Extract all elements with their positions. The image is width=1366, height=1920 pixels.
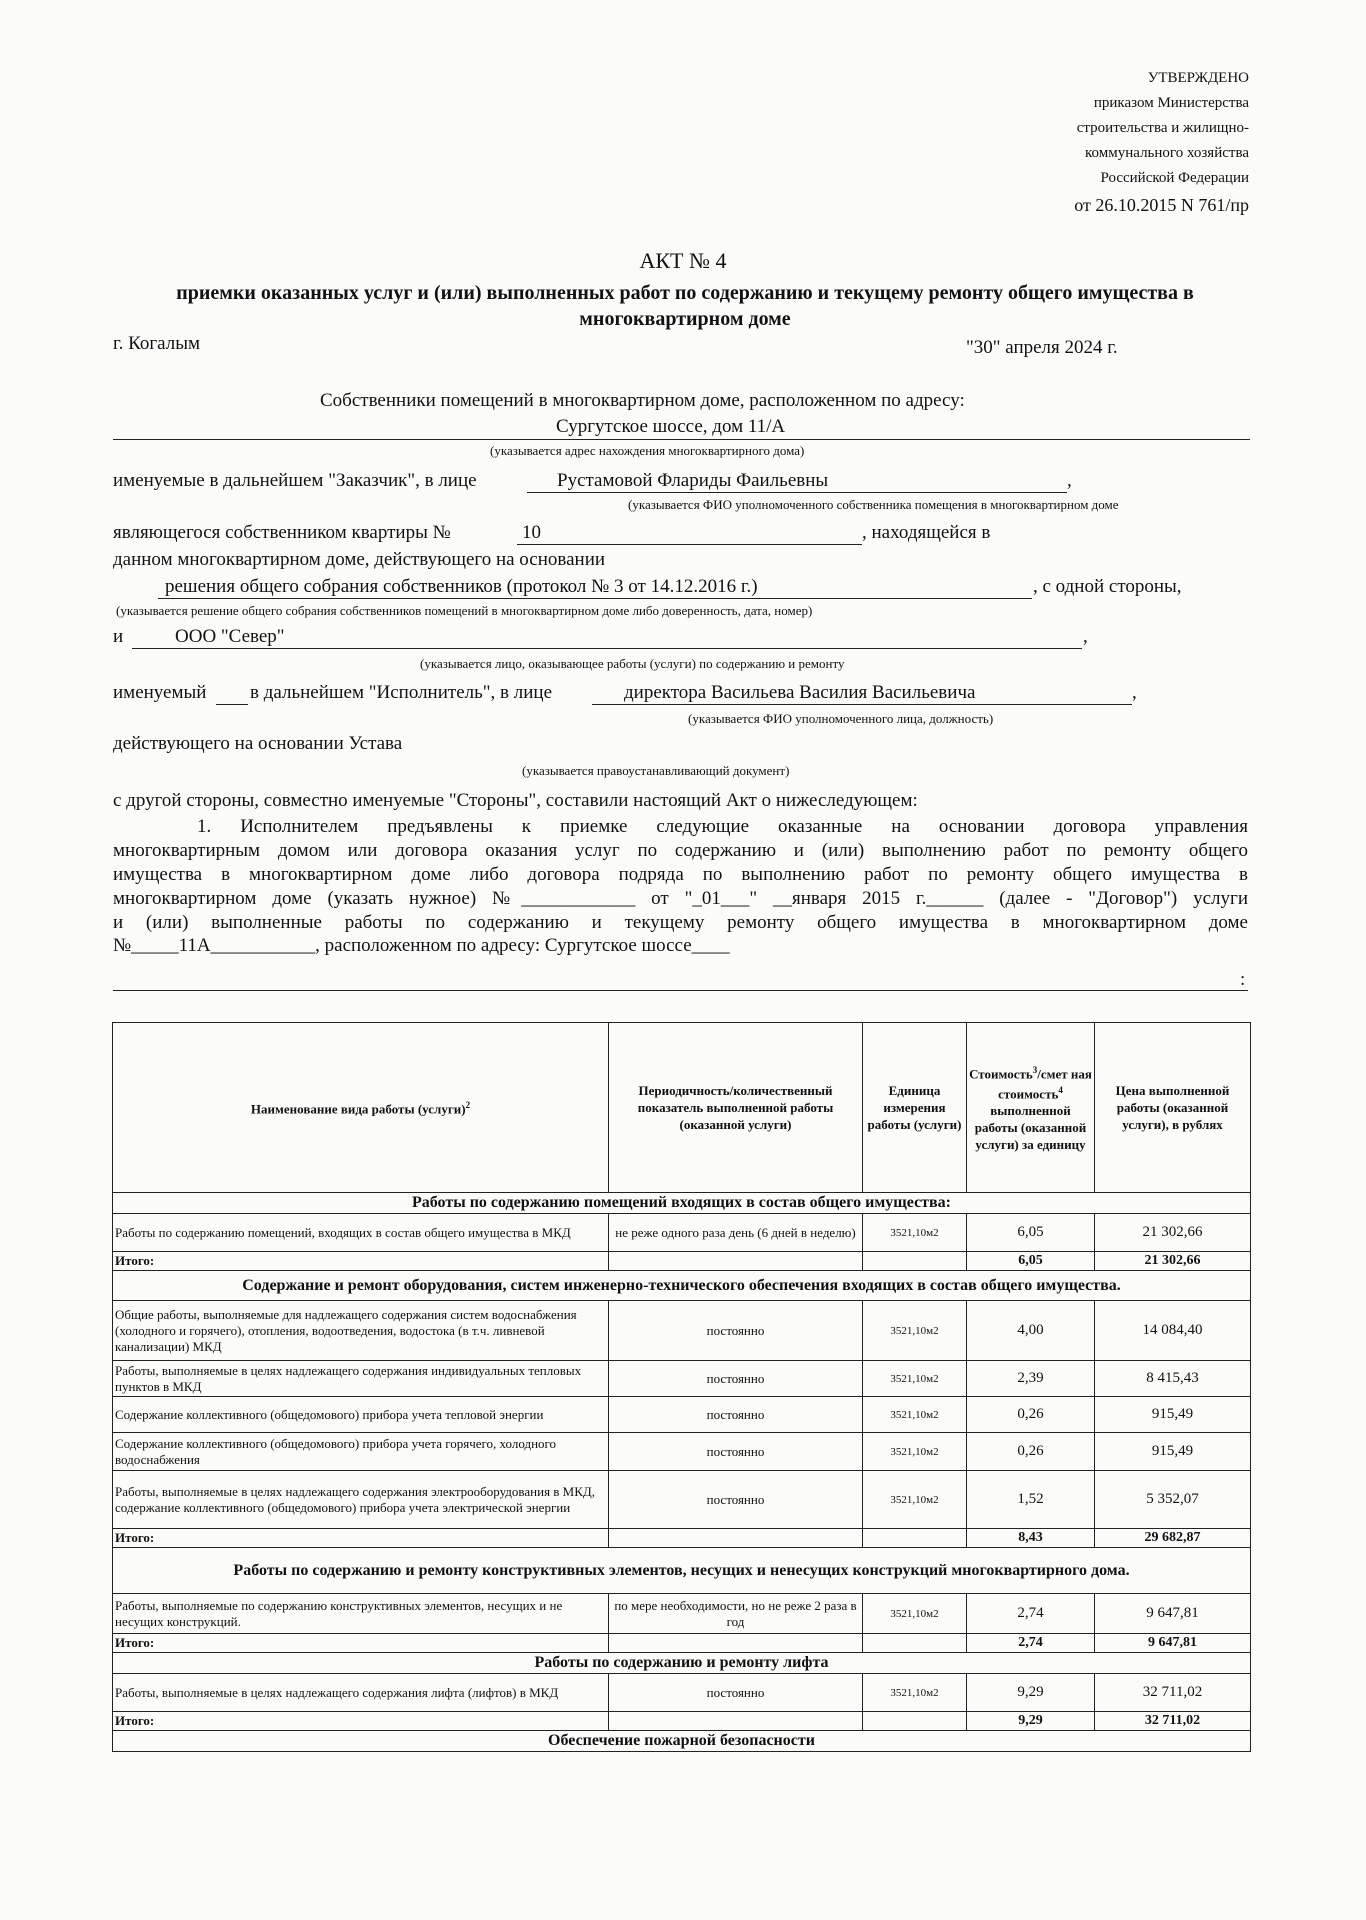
- contractor-name: ООО "Север": [175, 626, 285, 647]
- table-row: Работы по содержанию помещений, входящих в состав общего имущества в МКД не реже одного раза день (6 дней в неделю) 3521,10м2 6,05 21 302,66: [113, 1214, 1251, 1252]
- comma: ,: [1083, 626, 1088, 647]
- address-underline: [113, 439, 1250, 440]
- clause-1-line: 1. Исполнителем предъявлены к приемке следующие оказанные на основании договора управления: [197, 816, 1248, 837]
- apartment-number: 10: [522, 522, 541, 543]
- and-label: и: [113, 626, 124, 647]
- named-mid: в дальнейшем "Исполнитель", в лице: [250, 682, 552, 703]
- approval-line: строительства и жилищно-: [1076, 120, 1249, 136]
- named-prefix: именуемый: [113, 682, 207, 703]
- act-title: приемки оказанных услуг и (или) выполненных работ по содержанию и текущему ремонту общего имущества в многоквартирном доме: [176, 282, 1194, 330]
- address-hint: (указывается адрес нахождения многоквартирного дома): [490, 443, 805, 458]
- customer-prefix: именуемые в дальнейшем "Заказчик", в лице: [113, 470, 477, 491]
- customer-name: Рустамовой Флариды Фаильевны: [557, 470, 829, 491]
- header-name: Наименование вида работы (услуги)$^2$: [113, 1023, 609, 1193]
- apartment-suffix: , находящейся в: [862, 522, 991, 543]
- clause-underline: [113, 990, 1248, 991]
- customer-hint: (указывается ФИО уполномоченного собственника помещения в многоквартирном доме: [628, 497, 1119, 512]
- clause-1-line: многоквартирным домом или договора оказания услуг по содержанию и (или) выполнению работ по ремонту общего: [113, 840, 1248, 861]
- owners-intro: Собственники помещений в многоквартирном доме, расположенном по адресу:: [320, 390, 965, 411]
- table-row: Работы, выполняемые в целях надлежащего содержания лифта (лифтов) в МКД постоянно 3521,10м2 9,29 32 711,02: [113, 1674, 1251, 1712]
- table-row: Работы, выполняемые в целях надлежащего содержания электрооборудования в МКД, содержание коллективного (общедомового) прибора учета электрической энергии постоянно 3521,10м2 1,52 5 352,07: [113, 1471, 1251, 1529]
- works-table: [112, 1022, 1251, 1752]
- section-row: Работы по содержанию помещений входящих в состав общего имущества:: [113, 1193, 1251, 1214]
- total-row: Итого: 9,29 32 711,02: [113, 1712, 1251, 1731]
- clause-1-line: имущества в многоквартирном доме либо договора подряда по выполнению работ по ремонту общего имущества в: [113, 864, 1248, 885]
- customer-underline: [527, 492, 1067, 493]
- total-row: Итого: 2,74 9 647,81: [113, 1634, 1251, 1653]
- basis-line: данном многоквартирном доме, действующего на основании: [113, 549, 606, 570]
- parties-line: с другой стороны, совместно именуемые "Стороны", составили настоящий Акт о нижеследующем:: [113, 790, 918, 811]
- total-row: Итого: 8,43 29 682,87: [113, 1529, 1251, 1548]
- contractor-person: директора Васильева Василия Васильевича: [624, 682, 976, 703]
- table-row: Общие работы, выполняемые для надлежащего содержания систем водоснабжения (холодного и горячего), отопления, водоотведения, водостока (в т.ч. ливневой канализации) МКД постоянно 3521,10м2 4,00 14 084,40: [113, 1301, 1251, 1361]
- basis-text: решения общего собрания собственников (протокол № 3 от 14.12.2016 г.): [165, 576, 758, 597]
- section-row: Обеспечение пожарной безопасности: [113, 1731, 1251, 1752]
- table-header-row: [113, 1023, 1251, 1193]
- clause-1-line: №_____11А___________, расположенном по адресу: Сургутское шоссе____: [113, 935, 730, 956]
- header-unit: Единица измерения работы (услуги): [863, 1023, 967, 1193]
- side-one: , с одной стороны,: [1033, 576, 1182, 597]
- acting-basis: действующего на основании Устава: [113, 733, 403, 754]
- apartment-prefix: являющегося собственником квартиры №: [113, 522, 451, 543]
- total-row: Итого: 6,05 21 302,66: [113, 1252, 1251, 1271]
- approval-stamp: [1074, 66, 1249, 218]
- act-date: "30" апреля 2024 г.: [966, 337, 1118, 358]
- comma: ,: [1132, 682, 1137, 703]
- acting-hint: (указывается правоустанавливающий документ): [522, 763, 790, 778]
- section-row: Работы по содержанию и ремонту конструктивных элементов, несущих и ненесущих конструкций многоквартирного дома.: [113, 1548, 1251, 1594]
- clause-1-line: многоквартирном доме (указать нужное) №____________ от "_01___" __января 2015 г.______ (далее - "Договор") услуги: [113, 888, 1248, 909]
- table-row: Работы, выполняемые по содержанию конструктивных элементов, несущих и не несущих конструкций. по мере необходимости, но не реже 2 раза в год 3521,10м2 2,74 9 647,81: [113, 1594, 1251, 1634]
- comma: ,: [1067, 470, 1072, 491]
- header-price: Цена выполненной работы (оказанной услуги), в рублях: [1095, 1023, 1251, 1193]
- section-row: Работы по содержанию и ремонту лифта: [113, 1653, 1251, 1674]
- approval-line: Российской Федерации: [1100, 170, 1249, 186]
- table-row: Содержание коллективного (общедомового) прибора учета тепловой энергии постоянно 3521,10м2 0,26 915,49: [113, 1397, 1251, 1433]
- header-cost: Стоимость$^3$/смет ная стоимость$^4$ выполненной работы (оказанной услуги) за единицу: [967, 1023, 1095, 1193]
- basis-underline: [158, 598, 1032, 599]
- section-row: Содержание и ремонт оборудования, систем инженерно-технического обеспечения входящих в состав общего имущества.: [113, 1271, 1251, 1301]
- apartment-underline: [517, 544, 862, 545]
- act-number: АКТ № 4: [639, 248, 727, 273]
- approval-title: УТВЕРЖДЕНО: [1147, 70, 1249, 86]
- contractor-underline: [132, 648, 1082, 649]
- basis-hint: (указывается решение общего собрания собственников помещений в многоквартирном доме либо доверенность, дата, номер): [116, 603, 813, 618]
- clause-1-line: и (или) выполненные работы по содержанию и текущему ремонту общего имущества в многоквартирном доме: [113, 912, 1248, 933]
- person-hint: (указывается ФИО уполномоченного лица, должность): [688, 711, 994, 726]
- owners-address: Сургутское шоссе, дом 11/А: [556, 416, 786, 437]
- header-periodicity: Периодичность/количественный показатель выполненной работы (оказанной услуги): [609, 1023, 863, 1193]
- approval-date: от 26.10.2015 N 761/пр: [1074, 195, 1249, 215]
- contractor-hint: (указывается лицо, оказывающее работы (услуги) по содержанию и ремонту: [420, 656, 845, 671]
- table-row: Содержание коллективного (общедомового) прибора учета горячего, холодного водоснабжения постоянно 3521,10м2 0,26 915,49: [113, 1433, 1251, 1471]
- approval-line: приказом Министерства: [1093, 95, 1249, 111]
- named-underline: [216, 704, 248, 705]
- table-row: Работы, выполняемые в целях надлежащего содержания индивидуальных тепловых пунктов в МКД постоянно 3521,10м2 2,39 8 415,43: [113, 1361, 1251, 1397]
- approval-line: коммунального хозяйства: [1085, 145, 1249, 161]
- person-underline: [592, 704, 1132, 705]
- clause-colon: :: [1240, 969, 1246, 990]
- act-city: г. Когалым: [113, 333, 201, 354]
